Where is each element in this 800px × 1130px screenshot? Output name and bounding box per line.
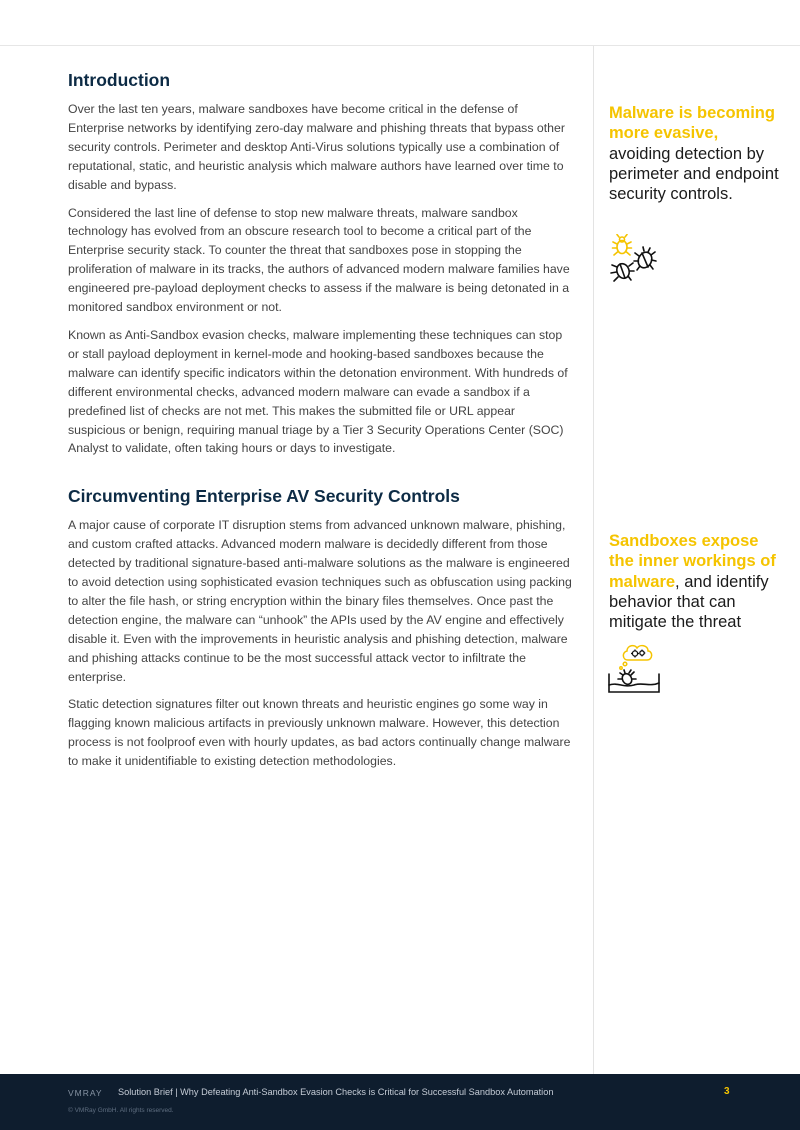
callout-text: , and identify behavior that can mitigate the threat <box>609 572 769 632</box>
paragraph: Over the last ten years, malware sandboxes have become critical in the defense of Enterprise networks by identifying zero-day malware and phishing threats that bypass other security controls. Perimeter and desktop Anti-Virus solutions typically use a combination of reputational, static, and heuristic analysis which malware authors have learned over time to disable and bypass. <box>68 102 565 192</box>
paragraph: A major cause of corporate IT disruption stems from advanced unknown malware, phishing, and custom crafted attacks. Advanced modern malware is decidedly different from those detected by traditional signature-based anti-malware solutions as the malware is engineered to avoid detection using sophisticated evasion techniques such as obfuscation using packing to alter the file hash, or string encryption within the binary files themselves. Once past the detection engine, the malware can “unhook” the APIs used by the AV engine and effectively disable it. Even with the improvements in heuristic analysis and phishing detection, malware and phishing attacks continue to be the most successful attack vector to infiltrate the enterprise. <box>68 518 572 684</box>
callout-text: avoiding detection by perimeter and endpoint security controls. <box>609 144 779 204</box>
callout-highlight: Malware is becoming more evasive, <box>609 104 775 143</box>
header-divider <box>0 45 800 46</box>
section-introduction <box>68 70 573 458</box>
section-heading: Circumventing Enterprise AV Security Controls <box>68 486 460 507</box>
section-heading: Introduction <box>68 70 171 90</box>
footer-title: Solution Brief | Why Defeating Anti-Sandbox Evasion Checks is Critical for Successful Sandbox Automation <box>118 1087 554 1097</box>
bugs-icon <box>608 234 660 291</box>
page-footer <box>0 1074 800 1130</box>
copyright-notice: © VMRay GmbH. All rights reserved. <box>68 1107 174 1114</box>
brand-logo: VMRAY <box>68 1088 103 1098</box>
callout-highlight: Sandboxes expose the inner workings of malware <box>609 532 776 591</box>
sidebar-divider <box>593 46 594 1074</box>
paragraph: Considered the last line of defense to stop new malware threats, malware sandbox technology has evolved from an obscure research tool to become a critical part of the Enterprise security stack. To counter the threat that sandboxes pose in stopping the proliferation of malware in its tracks, the authors of advanced modern malware families have engineered pre-payload deployment checks to assess if the malware is being detonated in a monitored sandbox environment or not. <box>68 205 570 315</box>
page-number: 3 <box>724 1086 730 1097</box>
paragraph: Known as Anti-Sandbox evasion checks, malware implementing these techniques can stop or stall payload deployment in kernel-mode and hooking-based sandboxes because the malware can identify specific indicators within the detonation environment. With hundreds of different environmental checks, advanced modern malware can evade a sandbox if a predefined list of checks are not met. This makes the submitted file or URL appear suspicious or benign, requiring manual triage by a Tier 3 Security Operations Center (SOC) Analyst to validate, often taking hours or days to investigate. <box>68 327 568 456</box>
section-circumventing <box>68 486 573 771</box>
paragraph: Static detection signatures filter out known threats and heuristic engines go some way in flagging known malicious artifacts in previously unknown malware. However, this detection process is not foolproof even with hourly updates, as bad actors continually change malware to make it unidentifiable to existing detection methodologies. <box>68 697 571 769</box>
main-content <box>68 70 573 780</box>
sandbox-bug-icon <box>608 642 660 701</box>
callout-sandboxes-expose <box>609 531 779 632</box>
callout-evasive-malware <box>609 103 779 204</box>
